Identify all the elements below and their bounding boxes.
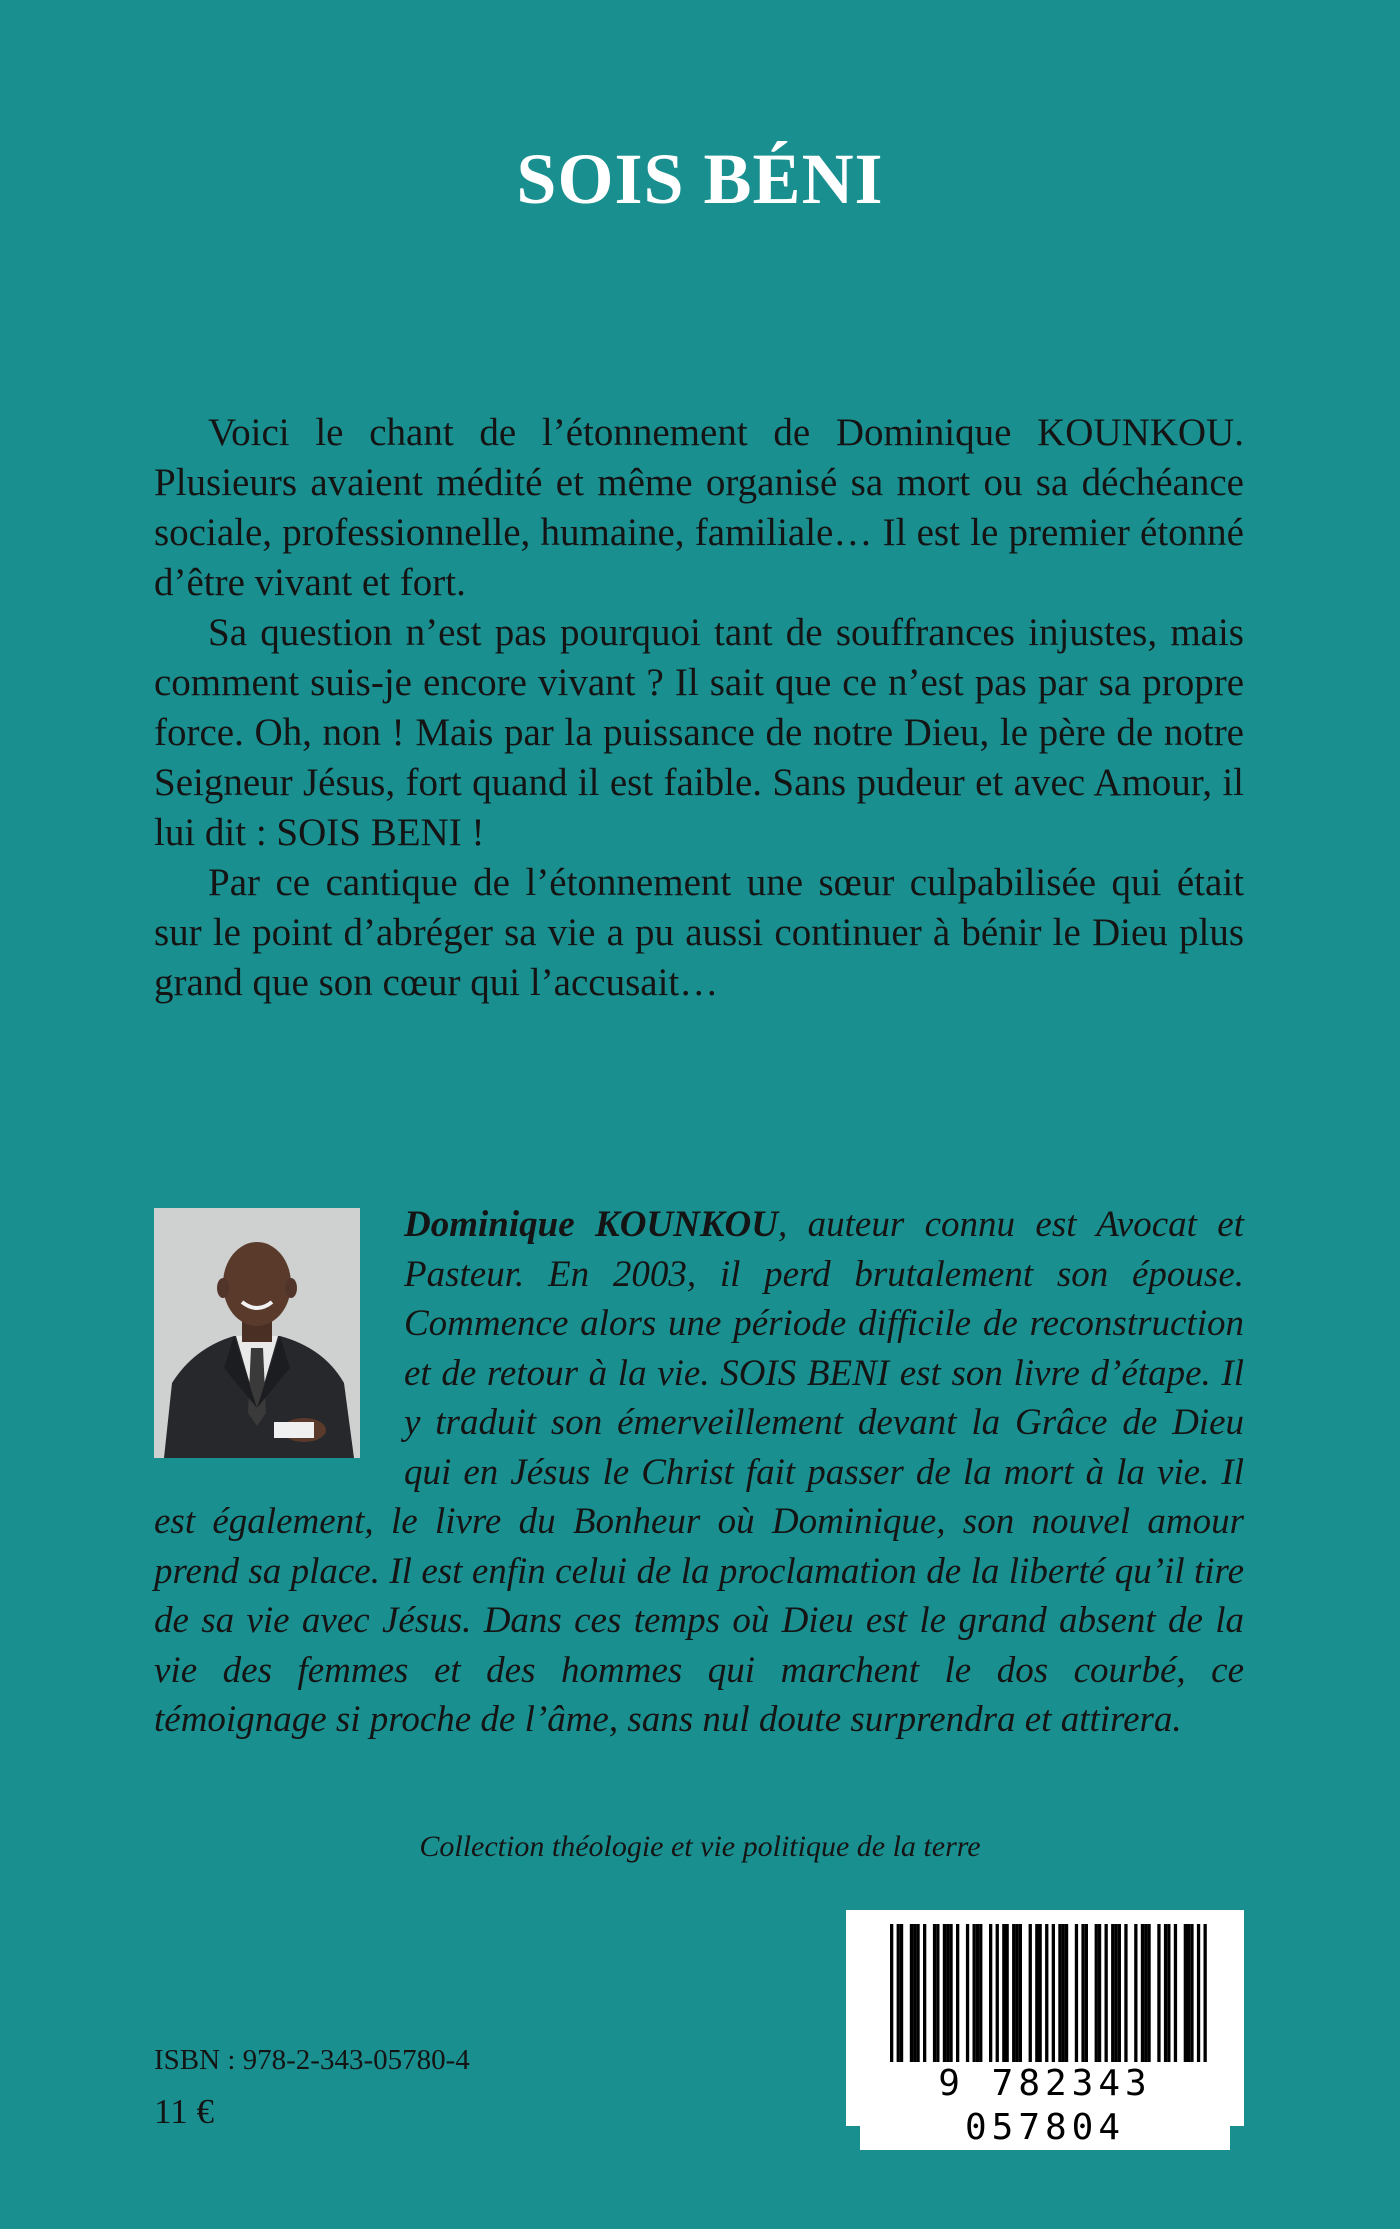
barcode-bar: [1075, 1924, 1078, 2074]
barcode-bar: [1157, 1924, 1160, 2074]
barcode-bar: [943, 1924, 946, 2074]
barcode-bar: [1190, 1924, 1193, 2074]
barcode-bar: [1174, 1924, 1177, 2074]
barcode-digits: 9 782343 057804: [860, 2062, 1230, 2150]
barcode-bar: [1187, 1924, 1190, 2074]
barcode-bar: [956, 1924, 959, 2074]
barcode-bar: [910, 1924, 913, 2074]
book-title: SOIS BÉNI: [516, 139, 884, 219]
author-name: Dominique KOUNKOU: [404, 1204, 778, 1245]
barcode-bar: [1012, 1924, 1015, 2074]
barcode-bar: [1065, 1924, 1068, 2074]
barcode-bar: [1124, 1924, 1127, 2074]
barcode-bar: [1015, 1924, 1018, 2074]
barcode-bar: [1035, 1924, 1038, 2074]
collection-name: Collection théologie et vie politique de la terre: [419, 1830, 981, 1863]
author-photo: [154, 1208, 360, 1458]
barcode: [846, 1910, 1244, 2148]
barcode-bar: [1081, 1924, 1084, 2074]
barcode-bar: [949, 1924, 952, 2074]
isbn: ISBN : 978-2-343-05780-4: [154, 2044, 470, 2076]
author-bio-text: , auteur connu est Avocat et Pasteur. En 2003, il perd brutalement son épouse. Commence alors une période difficile de reconstruction et de retour à la vie. SOIS BENI est son livre d’étape. Il y traduit son émerveillement devant la Grâce de Dieu qui en Jésus le Christ fait passer de la mort à la vie. Il est également, le livre du Bonheur où Dominique, son nouvel amour prend sa place. Il est enfin celui de la proclamation de la liberté qu’il tire de sa vie avec Jésus. Dans ces temps où Dieu est le grand absent de la vie des femmes et des hommes qui marchent le dos courbé, ce témoignage si proche de l’âme, sans nul doute surprendra et attirera.: [154, 1204, 1244, 1740]
barcode-bar: [1111, 1924, 1114, 2074]
barcode-bar: [900, 1924, 903, 2074]
blurb-paragraph: Voici le chant de l’étonnement de Dominique KOUNKOU. Plusieurs avaient médité et même organisé sa mort ou sa déchéance sociale, professionnelle, humaine, familiale… Il est le premier étonné d’être vivant et fort.: [154, 411, 1244, 604]
barcode-bar: [1164, 1924, 1167, 2074]
barcode-bar: [1019, 1924, 1022, 2074]
barcode-bar: [996, 1924, 999, 2074]
barcode-bar: [1062, 1924, 1065, 2074]
barcode-bar: [1134, 1924, 1137, 2074]
barcode-bar: [1095, 1924, 1098, 2074]
barcode-bar: [936, 1924, 939, 2074]
barcode-bar: [1144, 1924, 1147, 2074]
barcode-bar: [1118, 1924, 1121, 2074]
barcode-bar: [1114, 1924, 1117, 2074]
author-portrait-icon: [154, 1208, 360, 1458]
barcode-bar: [1147, 1924, 1150, 2074]
barcode-bar: [913, 1924, 916, 2074]
barcode-bar: [976, 1924, 979, 2074]
barcode-bar: [923, 1924, 926, 2074]
barcode-bar: [1039, 1924, 1042, 2074]
blurb-paragraph: Sa question n’est pas pourquoi tant de souffrances injustes, mais comment suis-je encore vivant ? Il sait que ce n’est pas par sa propre force. Oh, non ! Mais par la puissance de notre Dieu, le père de notre Seigneur Jésus, fort quand il est faible. Sans pudeur et avec Amour, il lui dit : SOIS BENI !: [154, 611, 1244, 854]
barcode-bar: [946, 1924, 949, 2074]
price: 11 €: [154, 2092, 214, 2131]
barcode-bar: [1058, 1924, 1061, 2074]
barcode-bar: [1105, 1924, 1108, 2074]
barcode-bar: [1002, 1924, 1005, 2074]
barcode-bar: [979, 1924, 982, 2074]
barcode-bar: [1098, 1924, 1101, 2074]
barcode-bar: [1184, 1924, 1187, 2074]
barcode-bar: [1167, 1924, 1170, 2074]
barcode-bar: [1006, 1924, 1009, 2074]
barcode-bar: [1029, 1924, 1032, 2074]
blurb-paragraph: Par ce cantique de l’étonnement une sœur culpabilisée qui était sur le point d’abréger sa vie a pu aussi continuer à bénir le Dieu plus grand que son cœur qui l’accusait…: [154, 861, 1244, 1004]
back-cover-blurb: [154, 408, 1244, 1008]
barcode-bar: [966, 1924, 969, 2074]
barcode-bar: [916, 1924, 919, 2074]
barcode-bar: [989, 1924, 992, 2074]
barcode-bar: [1085, 1924, 1088, 2074]
barcode-bar: [933, 1924, 936, 2074]
barcode-bar: [1141, 1924, 1144, 2074]
barcode-bar: [973, 1924, 976, 2074]
author-bio: [154, 1200, 1244, 1745]
